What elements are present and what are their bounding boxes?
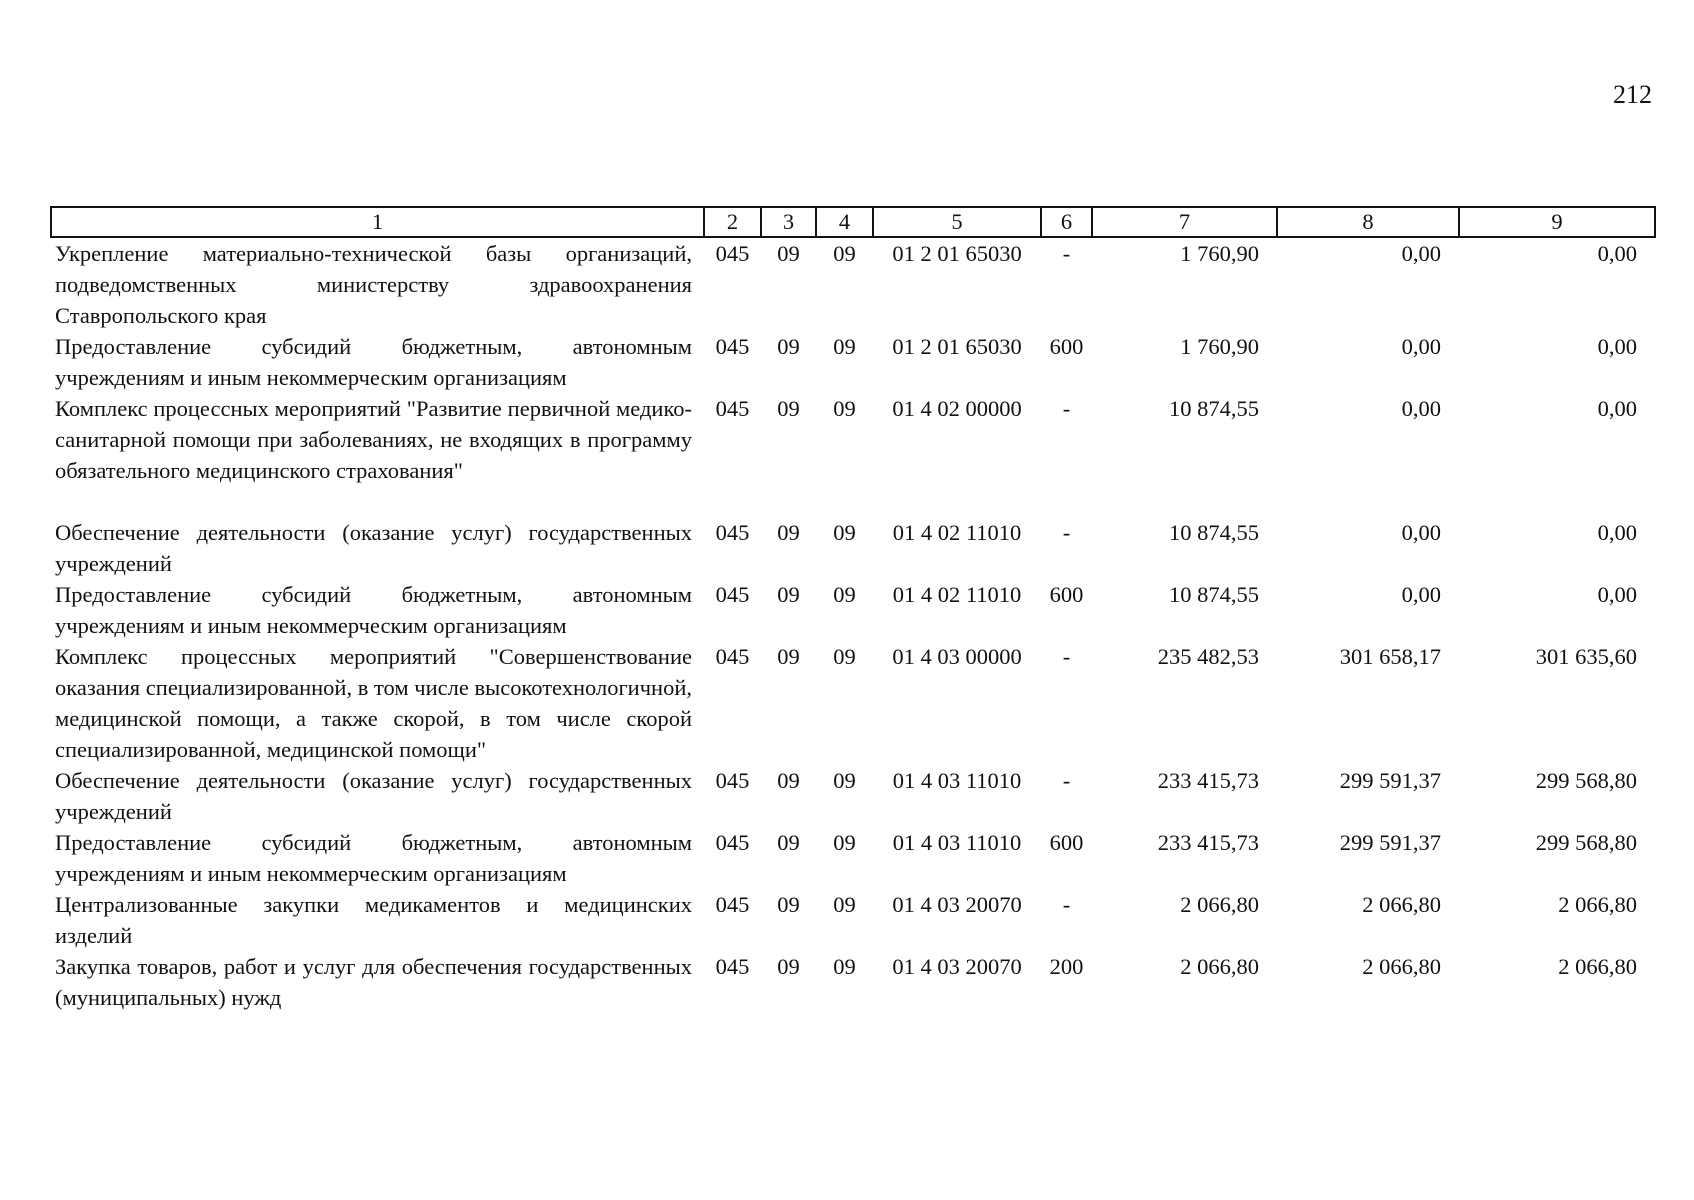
row-col6: - (1062, 768, 1071, 793)
row-col6: 200 (1049, 954, 1084, 979)
header-cell-5: 5 (873, 207, 1041, 237)
row-col7: 1 760,90 (1180, 334, 1259, 359)
table-row (51, 827, 1655, 889)
page-number: 212 (1613, 80, 1652, 109)
row-col4: 09 (833, 892, 856, 917)
row-col2: 045 (715, 768, 750, 793)
row-name: Обеспечение деятельности (оказание услуг) государственных учреждений (55, 768, 692, 824)
row-col8: 301 658,17 (1339, 644, 1441, 669)
row-col8: 0,00 (1401, 520, 1441, 545)
row-col3: 09 (777, 334, 800, 359)
row-col3: 09 (777, 768, 800, 793)
row-col8: 299 591,37 (1339, 768, 1441, 793)
table-row (51, 517, 1655, 579)
row-col7: 10 874,55 (1169, 396, 1259, 421)
header-row (51, 207, 1655, 237)
row-col2: 045 (715, 241, 750, 266)
row-col3: 09 (777, 396, 800, 421)
row-name: Комплекс процессных мероприятий "Развитие первичной медико-санитарной помощи при заболеваниях, не входящих в программу обязательного медицинского страхования" (55, 396, 692, 483)
row-col6: 600 (1049, 830, 1084, 855)
budget-table (50, 206, 1656, 1013)
table-row (51, 331, 1655, 393)
row-col3: 09 (777, 582, 800, 607)
row-col8: 2 066,80 (1362, 954, 1441, 979)
row-col8: 0,00 (1401, 396, 1441, 421)
row-name: Предоставление субсидий бюджетным, автономным учреждениям и иным некоммерческим организациям (55, 334, 692, 390)
row-col2: 045 (715, 582, 750, 607)
row-col7: 2 066,80 (1180, 892, 1259, 917)
table-row (51, 579, 1655, 641)
row-col8: 0,00 (1401, 334, 1441, 359)
row-col7: 233 415,73 (1157, 768, 1259, 793)
row-col6: - (1062, 892, 1071, 917)
header-cell-9: 9 (1459, 207, 1655, 237)
row-name: Предоставление субсидий бюджетным, автономным учреждениям и иным некоммерческим организациям (55, 830, 692, 886)
row-col4: 09 (833, 520, 856, 545)
row-col7: 235 482,53 (1157, 644, 1259, 669)
row-col5: 01 4 02 11010 (892, 520, 1022, 545)
table-row (51, 237, 1655, 331)
table-row (51, 951, 1655, 1013)
row-col2: 045 (715, 954, 750, 979)
row-col7: 1 760,90 (1180, 241, 1259, 266)
row-col4: 09 (833, 830, 856, 855)
row-col5: 01 4 02 00000 (892, 396, 1022, 421)
row-col5: 01 4 02 11010 (892, 582, 1022, 607)
row-col8: 2 066,80 (1362, 892, 1441, 917)
row-col4: 09 (833, 241, 856, 266)
row-name: Предоставление субсидий бюджетным, автономным учреждениям и иным некоммерческим организациям (55, 582, 692, 638)
row-col7: 10 874,55 (1169, 520, 1259, 545)
row-col9: 2 066,80 (1558, 954, 1637, 979)
row-col7: 233 415,73 (1157, 830, 1259, 855)
row-col3: 09 (777, 241, 800, 266)
row-col2: 045 (715, 334, 750, 359)
row-name: Централизованные закупки медикаментов и медицинских изделий (55, 892, 692, 948)
row-col4: 09 (833, 582, 856, 607)
table-body (51, 237, 1655, 1013)
row-col6: - (1062, 644, 1071, 669)
row-col6: 600 (1049, 582, 1084, 607)
row-col9: 299 568,80 (1535, 830, 1637, 855)
row-col9: 299 568,80 (1535, 768, 1637, 793)
row-col4: 09 (833, 768, 856, 793)
header-cell-4: 4 (816, 207, 873, 237)
row-col4: 09 (833, 644, 856, 669)
row-col8: 0,00 (1401, 582, 1441, 607)
row-col8: 0,00 (1401, 241, 1441, 266)
row-col9: 0,00 (1597, 582, 1637, 607)
header-cell-8: 8 (1277, 207, 1459, 237)
table-header (51, 207, 1655, 237)
row-col3: 09 (777, 644, 800, 669)
row-col5: 01 2 01 65030 (892, 241, 1022, 266)
row-col9: 0,00 (1597, 241, 1637, 266)
row-name: Обеспечение деятельности (оказание услуг) государственных учреждений (55, 520, 692, 576)
row-name: Закупка товаров, работ и услуг для обеспечения государственных (муниципальных) нужд (55, 954, 692, 1010)
row-col9: 0,00 (1597, 520, 1637, 545)
row-col2: 045 (715, 644, 750, 669)
row-name: Комплекс процессных мероприятий "Совершенствование оказания специализированной, в том числе высокотехнологичной, медицинской помощи, а также скорой, в том числе скорой специализированной, медицинской помощи" (55, 644, 692, 762)
row-name: Укрепление материально-технической базы организаций, подведомственных министерству здравоохранения Ставропольского края (55, 241, 692, 328)
header-cell-6: 6 (1041, 207, 1092, 237)
row-col3: 09 (777, 892, 800, 917)
header-cell-7: 7 (1092, 207, 1277, 237)
table-row (51, 889, 1655, 951)
row-col6: 600 (1049, 334, 1084, 359)
header-cell-2: 2 (704, 207, 761, 237)
row-col5: 01 4 03 11010 (892, 768, 1022, 793)
row-col2: 045 (715, 830, 750, 855)
table-row (51, 641, 1655, 765)
row-col9: 0,00 (1597, 396, 1637, 421)
row-col6: - (1062, 241, 1071, 266)
row-col8: 299 591,37 (1339, 830, 1441, 855)
row-col9: 301 635,60 (1535, 644, 1637, 669)
row-col3: 09 (777, 954, 800, 979)
row-col5: 01 2 01 65030 (892, 334, 1022, 359)
row-col4: 09 (833, 396, 856, 421)
header-cell-1: 1 (51, 207, 704, 237)
row-col7: 10 874,55 (1169, 582, 1259, 607)
row-col4: 09 (833, 954, 856, 979)
row-col6: - (1062, 396, 1071, 421)
header-cell-3: 3 (761, 207, 816, 237)
row-col2: 045 (715, 892, 750, 917)
row-col5: 01 4 03 20070 (892, 892, 1022, 917)
row-col3: 09 (777, 830, 800, 855)
row-col5: 01 4 03 20070 (892, 954, 1022, 979)
row-col9: 0,00 (1597, 334, 1637, 359)
table-row (51, 393, 1655, 517)
row-col6: - (1062, 520, 1071, 545)
row-col5: 01 4 03 00000 (892, 644, 1022, 669)
row-col7: 2 066,80 (1180, 954, 1259, 979)
row-col2: 045 (715, 396, 750, 421)
row-col9: 2 066,80 (1558, 892, 1637, 917)
row-col3: 09 (777, 520, 800, 545)
row-col2: 045 (715, 520, 750, 545)
row-col5: 01 4 03 11010 (892, 830, 1022, 855)
row-col4: 09 (833, 334, 856, 359)
table-row (51, 765, 1655, 827)
